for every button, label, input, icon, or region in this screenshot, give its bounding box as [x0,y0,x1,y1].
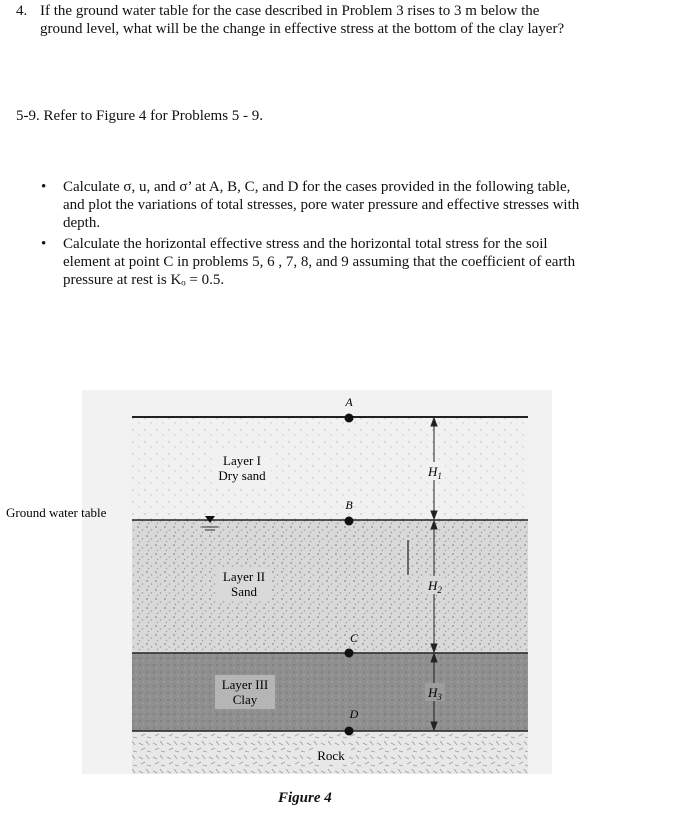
problems-5-9-heading: 5-9. Refer to Figure 4 for Problems 5 - 9. [16,108,264,124]
bullet-1-line-2: and plot the variations of total stresses, pore water pressure and effective stresses with [63,197,580,213]
soil-profile-figure [6,390,552,774]
ground-water-table-label: Ground water table [6,505,107,520]
bullet-icon: • [41,179,47,195]
layer-1-region [132,417,528,520]
point-a-marker [345,414,354,423]
layer-3-name: Layer III [221,677,269,692]
point-d-label: D [349,707,359,721]
point-b-label: B [345,498,353,512]
layer-1-type: Dry sand [218,468,266,483]
layer-2-region [132,520,528,653]
h2-label: $H_2$ [428,578,442,595]
point-d-marker [345,727,354,736]
bullet-1-line-1: Calculate σ, u, and σ’ at A, B, C, and D for the cases provided in the following table, [63,179,571,195]
point-a-label: A [345,395,353,409]
bullet-icon: • [41,236,47,252]
layer-2-type: Sand [231,584,257,599]
layer-1-name: Layer I [223,453,261,468]
layer-3-type: Clay [232,692,258,707]
h3-label: $H_3$ [428,685,442,702]
bullet-2-line-1: Calculate the horizontal effective stress and the horizontal total stress for the soil [63,236,548,252]
problem-4-number: 4. [16,3,28,19]
problem-4-text-line-1: If the ground water table for the case described in Problem 3 rises to 3 m below the [40,3,540,19]
point-c-marker [345,649,354,658]
h1-label: $H_1$ [428,464,442,481]
layer-2-name: Layer II [222,569,266,584]
bullet-2-line-3: pressure at rest is Kₒ = 0.5. [63,272,225,288]
bullet-2-line-2: element at point C in problems 5, 6 , 7, 8, and 9 assuming that the coefficient of earth [63,254,576,270]
layer-3-region [132,653,528,731]
point-b-marker [345,517,354,526]
rock-label: Rock [317,748,345,763]
bullet-1-line-3: depth. [63,215,101,231]
figure-caption: Figure 4 [278,790,332,806]
point-c-label: C [349,631,359,645]
problem-4-text-line-2: ground level, what will be the change in effective stress at the bottom of the clay layer? [40,21,565,37]
